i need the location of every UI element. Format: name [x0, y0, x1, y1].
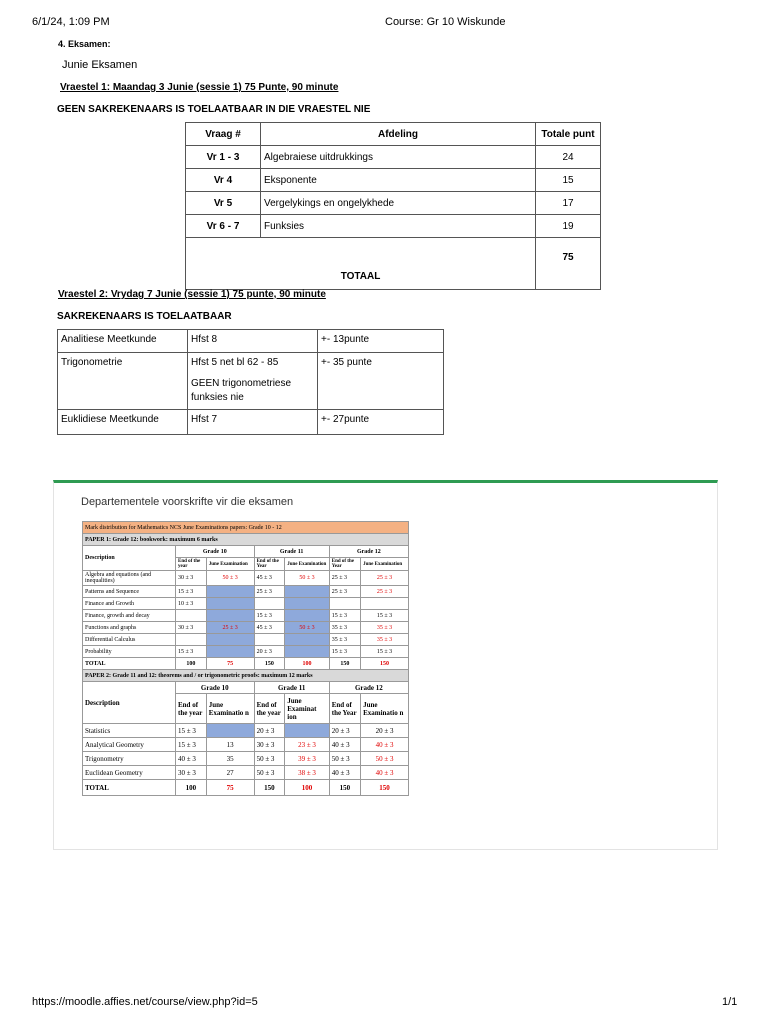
table-row — [83, 571, 409, 586]
grade-header: Grade 11 — [254, 546, 329, 558]
total-row — [186, 238, 601, 290]
value-cell: 15 ± 3 — [254, 610, 285, 622]
value-cell: 150 — [361, 780, 409, 796]
shaded-cell — [206, 646, 254, 658]
desc-cell: Patterns and Sequence — [83, 586, 176, 598]
shaded-cell — [285, 610, 329, 622]
col-vraag: Vraag # — [186, 123, 261, 146]
section-heading: 4. Eksamen: — [58, 39, 111, 49]
value-cell — [254, 598, 285, 610]
desc-cell: TOTAL — [83, 658, 176, 670]
total-label: TOTAAL — [186, 238, 536, 290]
value-cell: 15 ± 3 — [176, 646, 207, 658]
sub-header: June Examination — [206, 558, 254, 571]
value-cell: 100 — [285, 658, 329, 670]
value-cell: 20 ± 3 — [329, 724, 360, 738]
table-row — [58, 353, 444, 410]
value-cell: 100 — [176, 658, 207, 670]
value-cell: 150 — [254, 780, 285, 796]
desc-cell: Differential Calculus — [83, 634, 176, 646]
afdeling-cell: Eksponente — [261, 169, 536, 192]
value-cell: 15 ± 3 — [361, 610, 409, 622]
table-row — [83, 634, 409, 646]
grade-header: Grade 12 — [329, 682, 408, 694]
value-cell: 50 ± 3 — [329, 752, 360, 766]
marks-cell: +- 35 punte — [318, 353, 444, 410]
desc-cell: Trigonometry — [83, 752, 176, 766]
table-row — [186, 169, 601, 192]
chapter-cell: Hfst 7 — [188, 410, 318, 435]
total-row — [83, 780, 409, 796]
grade-header: Grade 10 — [176, 546, 255, 558]
value-cell: 25 ± 3 — [254, 586, 285, 598]
page-number: 1/1 — [722, 996, 738, 1008]
sub-header: June Examinatio n — [361, 694, 409, 724]
afdeling-cell: Vergelykings en ongelykhede — [261, 192, 536, 215]
value-cell: 15 ± 3 — [176, 724, 207, 738]
table-row — [83, 766, 409, 780]
desc-header: Description — [83, 546, 176, 571]
shaded-cell — [206, 586, 254, 598]
shaded-cell — [285, 646, 329, 658]
print-url: https://moodle.affies.net/course/view.php?id=5 — [32, 996, 258, 1008]
value-cell: 35 — [206, 752, 254, 766]
vraag-cell: Vr 5 — [186, 192, 261, 215]
value-cell: 25 ± 3 — [361, 586, 409, 598]
sub-header: End of the year — [176, 558, 207, 571]
table-row — [83, 598, 409, 610]
afdeling-cell: Funksies — [261, 215, 536, 238]
value-cell: 23 ± 3 — [285, 738, 329, 752]
shaded-cell — [285, 586, 329, 598]
print-course-title: Course: Gr 10 Wiskunde — [385, 16, 506, 28]
value-cell — [176, 634, 207, 646]
sub-header: End of the year — [176, 694, 207, 724]
value-cell: 150 — [254, 658, 285, 670]
desc-cell: Probability — [83, 646, 176, 658]
shaded-cell — [285, 634, 329, 646]
grade-header: Grade 10 — [176, 682, 255, 694]
total-row — [83, 658, 409, 670]
sub-header: June Examinatio n — [206, 694, 254, 724]
value-cell: 10 ± 3 — [176, 598, 207, 610]
value-cell: 50 ± 3 — [285, 571, 329, 586]
desc-cell: TOTAL — [83, 780, 176, 796]
shaded-cell — [206, 634, 254, 646]
punt-cell: 19 — [536, 215, 601, 238]
value-cell: 15 ± 3 — [361, 646, 409, 658]
sub-header: End of the Year — [329, 558, 360, 571]
shaded-cell — [206, 610, 254, 622]
grade-header: Grade 12 — [329, 546, 408, 558]
value-cell: 30 ± 3 — [176, 622, 207, 634]
paper2-table — [57, 329, 444, 435]
value-cell: 27 — [206, 766, 254, 780]
value-cell: 150 — [361, 658, 409, 670]
punt-cell: 15 — [536, 169, 601, 192]
afdeling-cell: Algebraiese uitdrukkings — [261, 146, 536, 169]
total-value: 75 — [536, 238, 601, 290]
table-row — [83, 610, 409, 622]
table-row — [58, 330, 444, 353]
value-cell: 35 ± 3 — [329, 634, 360, 646]
table-row — [83, 586, 409, 598]
vraag-cell: Vr 6 - 7 — [186, 215, 261, 238]
value-cell: 45 ± 3 — [254, 571, 285, 586]
desc-cell: Analytical Geometry — [83, 738, 176, 752]
col-totale-punt: Totale punt — [536, 123, 601, 146]
mark-table-title: Mark distribution for Mathematics NCS June Examinations papers: Grade 10 - 12 — [83, 522, 409, 534]
value-cell: 20 ± 3 — [254, 724, 285, 738]
mark-distribution-table — [82, 521, 409, 796]
desc-cell: Functions and graphs — [83, 622, 176, 634]
sub-header: End of the Year — [329, 694, 360, 724]
table-row — [83, 738, 409, 752]
value-cell: 35 ± 3 — [361, 634, 409, 646]
value-cell: 40 ± 3 — [329, 766, 360, 780]
value-cell: 150 — [329, 780, 360, 796]
value-cell — [329, 598, 360, 610]
value-cell: 40 ± 3 — [361, 766, 409, 780]
desc-cell: Statistics — [83, 724, 176, 738]
value-cell: 50 ± 3 — [254, 752, 285, 766]
shaded-cell — [206, 724, 254, 738]
value-cell: 50 ± 3 — [361, 752, 409, 766]
chapter-text: Hfst 5 net bl 62 - 85 — [191, 357, 279, 368]
value-cell — [176, 610, 207, 622]
paper2-notice: SAKREKENAARS IS TOELAATBAAR — [57, 311, 232, 322]
value-cell: 30 ± 3 — [176, 571, 207, 586]
value-cell: 35 ± 3 — [361, 622, 409, 634]
value-cell: 15 ± 3 — [176, 586, 207, 598]
table-row — [83, 622, 409, 634]
col-afdeling: Afdeling — [261, 123, 536, 146]
value-cell: 45 ± 3 — [254, 622, 285, 634]
grade-header: Grade 11 — [254, 682, 329, 694]
paper2-caption: PAPER 2: Grade 11 and 12: theorems and / or trigonometric proofs: maximum 12 marks — [83, 670, 409, 682]
table-row — [186, 192, 601, 215]
paper1-table — [185, 122, 601, 290]
value-cell: 30 ± 3 — [254, 738, 285, 752]
topic-cell: Analitiese Meetkunde — [58, 330, 188, 353]
print-datetime: 6/1/24, 1:09 PM — [32, 16, 110, 28]
value-cell: 25 ± 3 — [329, 586, 360, 598]
chapter-cell: Hfst 8 — [188, 330, 318, 353]
value-cell: 38 ± 3 — [285, 766, 329, 780]
exam-subtitle: Junie Eksamen — [62, 59, 138, 71]
value-cell: 35 ± 3 — [329, 622, 360, 634]
table-row — [83, 752, 409, 766]
paper1-notice: GEEN SAKREKENAARS IS TOELAATBAAR IN DIE VRAESTEL NIE — [57, 104, 371, 115]
regulations-panel — [53, 480, 718, 850]
paper1-heading: Vraestel 1: Maandag 3 Junie (sessie 1) 75 Punte, 90 minute — [60, 82, 339, 93]
sub-header: End of the Year — [254, 558, 285, 571]
vraag-cell: Vr 1 - 3 — [186, 146, 261, 169]
sub-header: June Examination — [285, 558, 329, 571]
vraag-cell: Vr 4 — [186, 169, 261, 192]
table-row — [58, 410, 444, 435]
shaded-cell — [285, 598, 329, 610]
panel-title: Departementele voorskrifte vir die eksamen — [81, 496, 294, 508]
sub-header: June Examination — [361, 558, 409, 571]
value-cell: 20 ± 3 — [254, 646, 285, 658]
punt-cell: 24 — [536, 146, 601, 169]
value-cell: 50 ± 3 — [285, 622, 329, 634]
punt-cell: 17 — [536, 192, 601, 215]
value-cell: 150 — [329, 658, 360, 670]
value-cell: 25 ± 3 — [329, 571, 360, 586]
paper1-caption: PAPER 1: Grade 12: bookwork: maximum 6 marks — [83, 534, 409, 546]
value-cell: 50 ± 3 — [254, 766, 285, 780]
value-cell: 40 ± 3 — [361, 738, 409, 752]
sub-header: End of the year — [254, 694, 285, 724]
value-cell: 100 — [176, 780, 207, 796]
value-cell: 50 ± 3 — [206, 571, 254, 586]
value-cell: 39 ± 3 — [285, 752, 329, 766]
sub-header: June Examinat ion — [285, 694, 329, 724]
desc-cell: Algebra and equations (and inequalities) — [83, 571, 176, 586]
value-cell: 25 ± 3 — [206, 622, 254, 634]
value-cell: 15 ± 3 — [176, 738, 207, 752]
value-cell — [254, 634, 285, 646]
value-cell: 100 — [285, 780, 329, 796]
marks-cell: +- 13punte — [318, 330, 444, 353]
shaded-cell — [206, 598, 254, 610]
desc-cell: Euclidean Geometry — [83, 766, 176, 780]
value-cell: 20 ± 3 — [361, 724, 409, 738]
value-cell: 75 — [206, 780, 254, 796]
chapter-cell — [188, 353, 318, 410]
table-row — [186, 215, 601, 238]
table-row — [83, 646, 409, 658]
value-cell: 13 — [206, 738, 254, 752]
desc-header: Description — [83, 682, 176, 724]
value-cell: 30 ± 3 — [176, 766, 207, 780]
value-cell: 75 — [206, 658, 254, 670]
desc-cell: Finance, growth and decay — [83, 610, 176, 622]
shaded-cell — [285, 724, 329, 738]
value-cell: 25 ± 3 — [361, 571, 409, 586]
desc-cell: Finance and Growth — [83, 598, 176, 610]
value-cell: 40 ± 3 — [329, 738, 360, 752]
marks-cell: +- 27punte — [318, 410, 444, 435]
value-cell: 15 ± 3 — [329, 610, 360, 622]
trig-note: GEEN trigonometriese funksies nie — [191, 378, 292, 403]
topic-cell: Trigonometrie — [58, 353, 188, 410]
topic-cell: Euklidiese Meetkunde — [58, 410, 188, 435]
value-cell: 40 ± 3 — [176, 752, 207, 766]
table-row — [186, 146, 601, 169]
value-cell — [361, 598, 409, 610]
paper2-heading: Vraestel 2: Vrydag 7 Junie (sessie 1) 75 punte, 90 minute — [58, 289, 326, 300]
table-row — [83, 724, 409, 738]
value-cell: 15 ± 3 — [329, 646, 360, 658]
